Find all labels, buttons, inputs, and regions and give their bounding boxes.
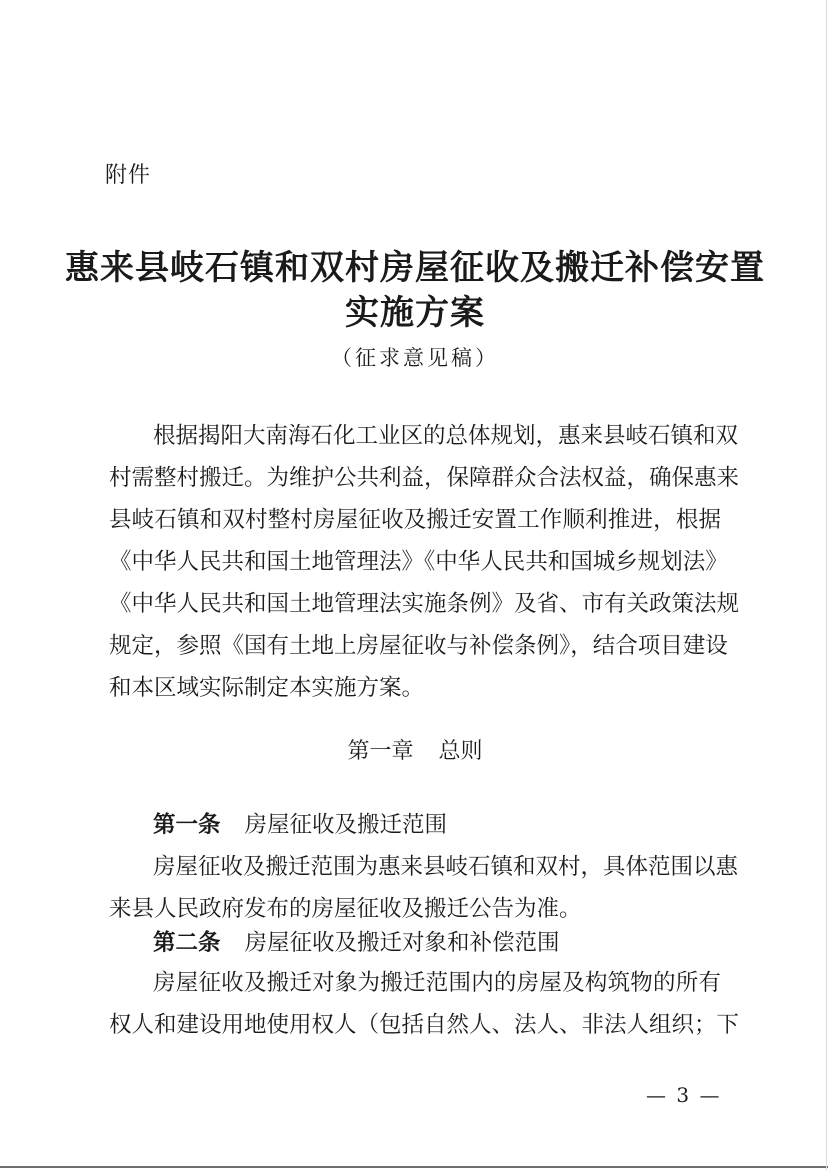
scan-edge-line (0, 1166, 828, 1168)
document-title-line-1: 惠来县岐石镇和双村房屋征收及搬迁补偿安置 (65, 248, 765, 288)
paragraph-line: 权人和建设用地使用权人（包括自然人、法人、非法人组织；下 (109, 1012, 740, 1038)
article-heading-text: 房屋征收及搬迁对象和补偿范围 (244, 930, 560, 956)
paragraph-line: 和本区域实际制定本实施方案。 (109, 675, 425, 701)
scan-edge-right (826, 0, 827, 1170)
document-subtitle: （征求意见稿） (331, 346, 499, 370)
paragraph-line: 《中华人民共和国土地管理法实施条例》及省、市有关政策法规 (109, 591, 740, 617)
paragraph-line: 来县人民政府发布的房屋征收及搬迁公告为准。 (109, 896, 582, 922)
attachment-label: 附件 (105, 163, 152, 188)
paragraph-line: 村需整村搬迁。为维护公共利益，保障群众合法权益，确保惠来 (109, 465, 740, 491)
paragraph-line: 县岐石镇和双村整村房屋征收及搬迁安置工作顺利推进，根据 (109, 507, 721, 533)
article-heading (153, 814, 447, 837)
document-title-line-2: 实施方案 (345, 293, 485, 333)
article-heading-text: 房屋征收及搬迁范围 (244, 812, 448, 838)
paragraph-line: 根据揭阳大南海石化工业区的总体规划，惠来县岐石镇和双 (153, 423, 739, 449)
paragraph-line: 房屋征收及搬迁对象为搬迁范围内的房屋及构筑物的所有 (153, 970, 721, 996)
page-number: — 3 — (646, 1083, 722, 1107)
article-number: 第一条 (153, 812, 221, 838)
article-heading (153, 932, 560, 955)
article-number: 第二条 (153, 930, 221, 956)
paragraph-line: 房屋征收及搬迁范围为惠来县岐石镇和双村，具体范围以惠 (153, 854, 739, 880)
paragraph-line: 《中华人民共和国土地管理法》《中华人民共和国城乡规划法》 (109, 549, 728, 575)
chapter-title: 第一章 总则 (347, 739, 483, 764)
paragraph-line: 规定，参照《国有土地上房屋征收与补偿条例》，结合项目建设 (109, 633, 728, 659)
